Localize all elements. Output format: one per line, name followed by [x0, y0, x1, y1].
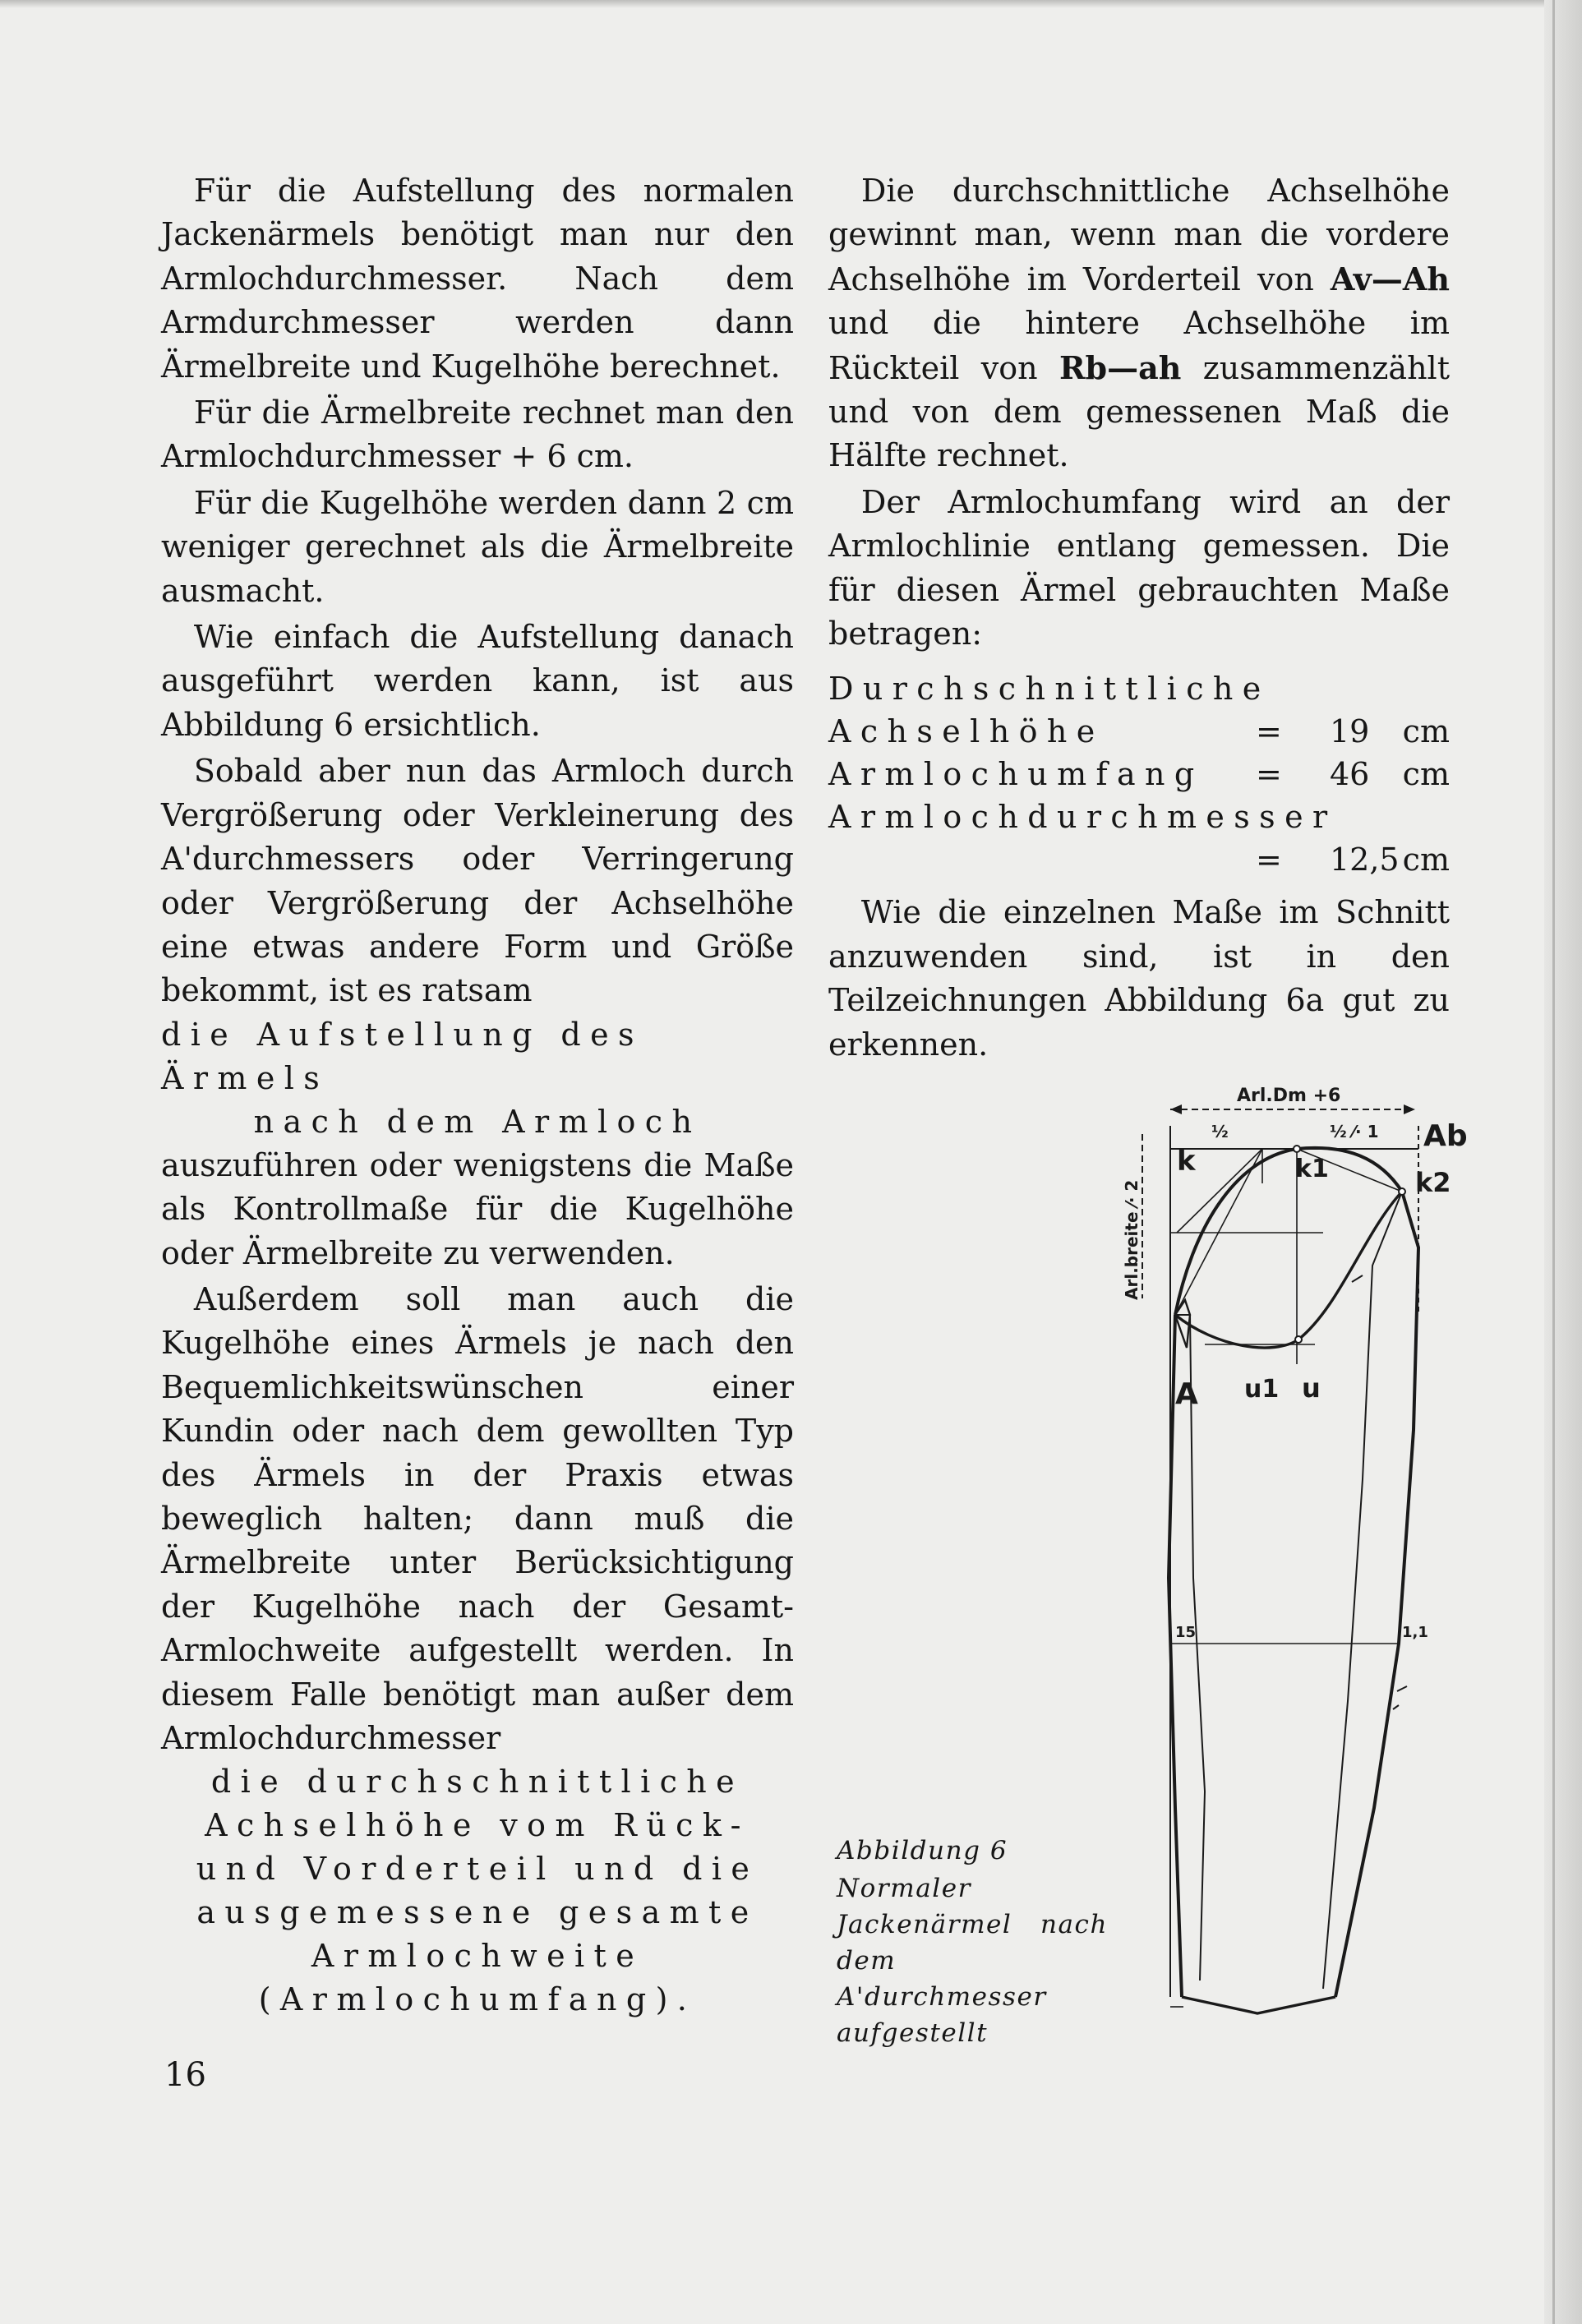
figure-label-half: ½ — [1211, 1122, 1229, 1141]
figure-label-15: 15 — [1175, 1624, 1197, 1641]
measurement-unit: cm — [1402, 842, 1450, 878]
measurement-label: Achselhöhe — [828, 713, 1105, 750]
measurement-value: 46 — [1330, 756, 1370, 793]
figure-label-k: k — [1177, 1145, 1196, 1178]
figure-label-side-dimension: Arl.breite ⁄· 2 — [1122, 1179, 1142, 1300]
paragraph — [828, 169, 1450, 478]
paragraph-text: und die hintere Achselhöhe im Rückteil von — [828, 305, 1450, 386]
emphasized-text: die Aufstellung des Ärmels — [161, 1016, 643, 1096]
right-text-column — [828, 169, 1450, 1067]
measurement-equals: = — [1256, 756, 1282, 793]
paragraph: Wie einfach die Aufstellung danach ausgeführt werden kann, ist aus Abbildung 6 ersichtlich. — [161, 619, 794, 743]
paragraph: Für die Ärmelbreite rechnet man den Armlochdurchmesser + 6 cm. — [161, 394, 794, 475]
sleeve-pattern-figure — [1101, 1068, 1487, 2022]
figure-label-k1: k1 — [1295, 1155, 1329, 1183]
figure-label-11: 1,1 — [1402, 1624, 1428, 1641]
measurement-label: Durchschnittliche — [828, 671, 1271, 708]
figure-label-u: u — [1302, 1372, 1321, 1404]
figure-label-top-dimension: Arl.Dm +6 — [1237, 1086, 1341, 1106]
figure-caption — [837, 1833, 1108, 2051]
bold-term: Av—Ah — [1330, 260, 1450, 297]
page-binding-edge — [1544, 0, 1582, 2324]
figure-label-half-plus: ½ ⁄· 1 — [1330, 1122, 1379, 1141]
figure-label-u1: u1 — [1244, 1375, 1280, 1404]
measurement-table — [828, 667, 1450, 881]
paragraph-text: Außerdem soll man auch die Kugelhöhe eines Ärmels je nach den Bequemlichkeitswünschen einer Kundin oder nach dem gewollten Typ des Ärmels in der Praxis etwas beweglich halten; dann muß die Ärmelbreite unter Berücksichtigung der Kugelhöhe nach der Gesamt-Armlochweite aufgestellt werden. In diesem Falle benötigt man außer dem Armlochdurchmesser — [161, 1280, 794, 1756]
measurement-row — [828, 795, 1450, 838]
caption-text: Normaler Jackenärmel nach dem A'durchmesser aufgestellt — [837, 1874, 1108, 2048]
measurement-value: 19 — [1330, 713, 1370, 750]
paragraph-text: zusammenzählt und von dem gemessenen Maß die Hälfte rechnet. — [828, 349, 1450, 474]
figure-label-k2: k2 — [1415, 1167, 1451, 1198]
measurement-row — [828, 667, 1450, 710]
paragraph: Wie die einzelnen Maße im Schnitt anzuwenden sind, ist in den Teilzeichnungen Abbildung 6a gut zu erkennen. — [828, 894, 1450, 1063]
paragraph — [161, 749, 794, 1275]
measurement-unit: cm — [1402, 713, 1450, 750]
paragraph-text: Sobald aber nun das Armloch durch Vergrößerung oder Verkleinerung des A'durchmessers oder Verringerung oder Vergrößerung der Achselhöhe eine etwas andere Form und Größe bekommt, ist es ratsam — [161, 753, 794, 1009]
paragraph: Der Armlochumfang wird an der Armlochlinie entlang gemessen. Die für diesen Ärmel gebrauchten Maße betragen: — [828, 483, 1450, 652]
page-edge-top — [0, 0, 1582, 8]
measurement-label: Armlochumfang — [828, 756, 1204, 793]
measurement-equals: = — [1256, 713, 1282, 750]
measurement-value: 12,5 — [1330, 842, 1400, 878]
left-text-column — [161, 169, 794, 2022]
paragraph-text: Die durchschnittliche Achselhöhe gewinnt man, wenn man die vordere Achselhöhe im Vorderteil von — [828, 173, 1450, 297]
measurement-label: Armlochdurchmesser — [828, 799, 1337, 836]
measurement-row — [828, 838, 1450, 881]
page-number: 16 — [164, 2056, 206, 2094]
emphasized-text: die durchschnittliche Achselhöhe vom Rück- und Vorderteil und die ausgemessene gesamte Armlochweite (Armlochumfang). — [196, 1764, 759, 2018]
measurement-row — [828, 753, 1450, 795]
measurement-equals: = — [1256, 842, 1282, 878]
paragraph — [161, 1278, 794, 2022]
paragraph: Für die Kugelhöhe werden dann 2 cm weniger gerechnet als die Ärmelbreite ausmacht. — [161, 484, 794, 609]
paragraph: Für die Aufstellung des normalen Jackenärmels benötigt man nur den Armlochdurchmesser. Nach dem Armdurchmesser werden dann Ärmelbreite und Kugelhöhe berechnet. — [161, 173, 794, 385]
measurement-row — [828, 710, 1450, 753]
emphasized-text: nach dem Armloch — [253, 1103, 702, 1140]
measurement-unit: cm — [1402, 756, 1450, 793]
paragraph-text: auszuführen oder wenigstens die Maße als Kontrollmaße für die Kugelhöhe oder Ärmelbreite zu verwenden. — [161, 1146, 794, 1271]
figure-label-Ab: Ab — [1423, 1119, 1468, 1153]
caption-title: Abbildung 6 — [837, 1836, 1008, 1865]
bold-term: Rb—ah — [1059, 348, 1182, 386]
figure-label-A: A — [1175, 1377, 1198, 1411]
